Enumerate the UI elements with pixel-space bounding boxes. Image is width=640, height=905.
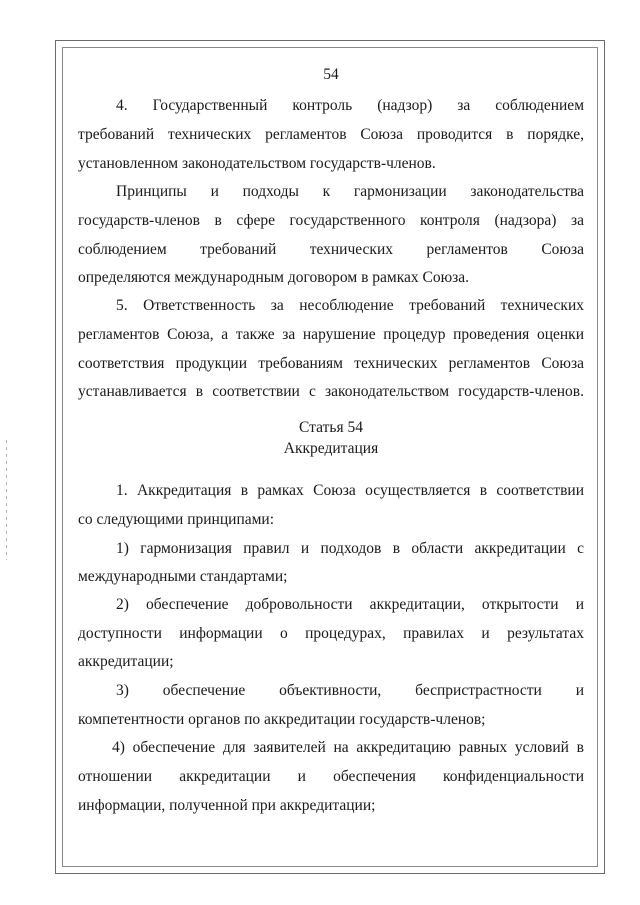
- text-line: определяются международным договором в рамках Союза.: [78, 269, 470, 286]
- article-title: Аккредитация: [283, 440, 379, 457]
- text-line: 4) обеспечение для заявителей на аккредитацию равных условий в: [112, 739, 584, 756]
- text-line: 4. Государственный контроль (надзор) за соблюдением: [116, 97, 584, 114]
- text-line: 3) обеспечение объективности, беспристрастности и: [116, 682, 584, 699]
- text-line: Принципы и подходы к гармонизации законодательства: [116, 183, 584, 200]
- text-line: 1) гармонизация правил и подходов в области аккредитации с: [116, 540, 584, 557]
- text-line: доступности информации о процедурах, правилах и результатах: [78, 625, 584, 642]
- text-line: требований технических регламентов Союза проводится в порядке,: [78, 126, 584, 143]
- text-line: компетентности органов по аккредитации государств-членов;: [78, 711, 486, 728]
- text-line: информации, полученной при аккредитации;: [78, 797, 376, 814]
- text-line: установленном законодательством государств-членов.: [78, 155, 436, 172]
- text-line: государств-членов в сфере государственного контроля (надзора) за: [78, 212, 584, 229]
- text-line: устанавливается в соответствии с законодательством государств-членов.: [78, 383, 584, 400]
- text-line: регламентов Союза, а также за нарушение процедур проведения оценки: [78, 326, 584, 343]
- text-line: отношении аккредитации и обеспечения конфиденциальности: [78, 768, 584, 785]
- text-line: аккредитации;: [78, 653, 174, 670]
- scan-margin-mark: [6, 440, 7, 560]
- text-line: 1. Аккредитация в рамках Союза осуществляется в соответствии: [116, 482, 584, 499]
- text-line: 2) обеспечение добровольности аккредитации, открытости и: [116, 596, 584, 613]
- text-line: со следующими принципами:: [78, 511, 275, 528]
- text-line: соответствия продукции требованиям технических регламентов Союза: [78, 355, 584, 372]
- page-number: 54: [323, 66, 339, 83]
- text-line: 5. Ответственность за несоблюдение требований технических: [116, 297, 584, 314]
- text-line: соблюдением требований технических регламентов Союза: [78, 241, 584, 258]
- text-line: международными стандартами;: [78, 568, 288, 585]
- article-number: Статья 54: [299, 419, 363, 436]
